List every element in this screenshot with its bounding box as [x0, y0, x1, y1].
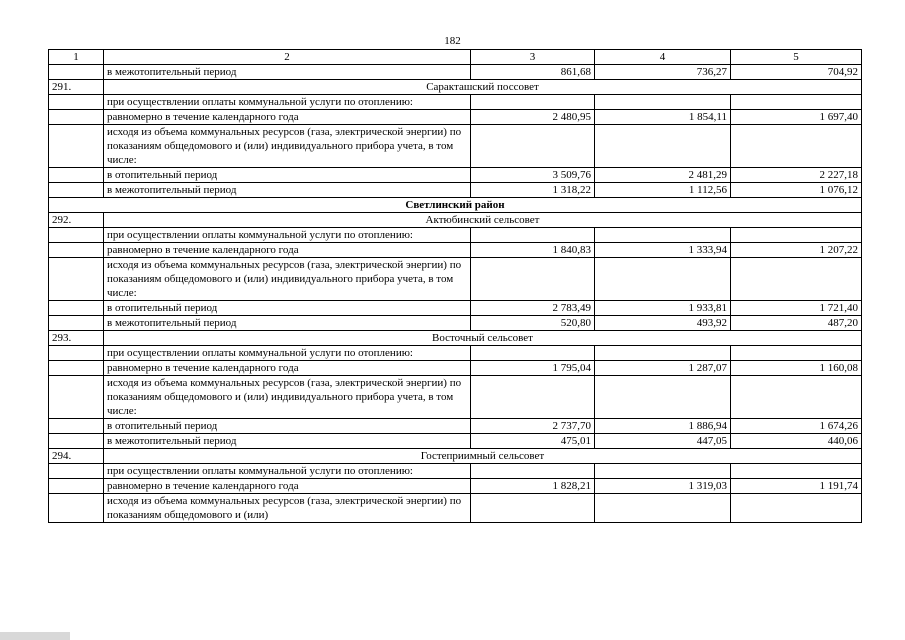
row-number [49, 301, 104, 316]
table-row [49, 183, 862, 198]
row-number [49, 110, 104, 125]
group-title: Саракташский поссовет [104, 80, 862, 95]
text-row [49, 346, 862, 361]
group-title: Восточный сельсовет [104, 331, 862, 346]
row-label: при осуществлении оплаты коммунальной услуги по отоплению: [104, 346, 471, 361]
table-row [49, 479, 862, 494]
table-row [49, 361, 862, 376]
scan-margin-mark [0, 632, 70, 640]
row-label: в межотопительный период [104, 183, 471, 198]
value-col5: 440,06 [731, 434, 862, 449]
row-label: в отопительный период [104, 301, 471, 316]
table-row [49, 301, 862, 316]
value-col5 [731, 376, 862, 419]
row-number [49, 95, 104, 110]
value-col3 [471, 125, 595, 168]
value-col3 [471, 258, 595, 301]
value-col5 [731, 494, 862, 523]
row-label: при осуществлении оплаты коммунальной услуги по отоплению: [104, 95, 471, 110]
row-label: в межотопительный период [104, 434, 471, 449]
row-number: 292. [49, 213, 104, 228]
value-col3: 1 318,22 [471, 183, 595, 198]
section-title: Светлинский район [49, 198, 862, 213]
value-col5: 1 697,40 [731, 110, 862, 125]
value-col5: 2 227,18 [731, 168, 862, 183]
value-col4: 1 854,11 [595, 110, 731, 125]
value-col5 [731, 258, 862, 301]
row-label: при осуществлении оплаты коммунальной услуги по отоплению: [104, 464, 471, 479]
value-col4 [595, 494, 731, 523]
value-col3 [471, 376, 595, 419]
value-col3 [471, 464, 595, 479]
value-col3: 861,68 [471, 65, 595, 80]
group-row [49, 80, 862, 95]
text-row [49, 228, 862, 243]
value-col5 [731, 125, 862, 168]
value-col3: 520,80 [471, 316, 595, 331]
row-label: равномерно в течение календарного года [104, 110, 471, 125]
value-col3 [471, 494, 595, 523]
row-number [49, 183, 104, 198]
column-header-2: 2 [104, 50, 471, 65]
group-title: Гостеприимный сельсовет [104, 449, 862, 464]
text-row [49, 258, 862, 301]
value-col3: 1 840,83 [471, 243, 595, 258]
row-number [49, 346, 104, 361]
tariff-table [48, 49, 862, 523]
row-number [49, 316, 104, 331]
value-col3: 1 828,21 [471, 479, 595, 494]
row-number [49, 494, 104, 523]
text-row [49, 494, 862, 523]
row-number [49, 464, 104, 479]
value-col5: 1 160,08 [731, 361, 862, 376]
value-col4: 447,05 [595, 434, 731, 449]
section-row [49, 198, 862, 213]
value-col4: 1 886,94 [595, 419, 731, 434]
table-row [49, 243, 862, 258]
page-number: 182 [444, 35, 461, 47]
value-col3: 1 795,04 [471, 361, 595, 376]
column-header-4: 4 [595, 50, 731, 65]
row-number [49, 65, 104, 80]
value-col5: 1 207,22 [731, 243, 862, 258]
row-label: в отопительный период [104, 419, 471, 434]
row-number [49, 376, 104, 419]
row-label: равномерно в течение календарного года [104, 243, 471, 258]
row-label: исходя из объема коммунальных ресурсов (газа, электрической энергии) по показаниям общедомового и (или) [104, 494, 471, 523]
table-row [49, 316, 862, 331]
row-number [49, 243, 104, 258]
row-label: в межотопительный период [104, 65, 471, 80]
group-row [49, 449, 862, 464]
value-col3: 2 737,70 [471, 419, 595, 434]
value-col5: 704,92 [731, 65, 862, 80]
value-col4: 736,27 [595, 65, 731, 80]
row-number [49, 258, 104, 301]
value-col5 [731, 464, 862, 479]
value-col4 [595, 376, 731, 419]
value-col4: 1 333,94 [595, 243, 731, 258]
row-number: 294. [49, 449, 104, 464]
value-col3: 2 480,95 [471, 110, 595, 125]
row-label: в межотопительный период [104, 316, 471, 331]
group-row [49, 213, 862, 228]
row-number [49, 228, 104, 243]
table-row [49, 110, 862, 125]
column-header-1: 1 [49, 50, 104, 65]
row-number: 293. [49, 331, 104, 346]
row-number [49, 434, 104, 449]
value-col4: 1 319,03 [595, 479, 731, 494]
row-number [49, 361, 104, 376]
value-col3: 2 783,49 [471, 301, 595, 316]
column-header-5: 5 [731, 50, 862, 65]
row-number [49, 125, 104, 168]
table-row [49, 168, 862, 183]
row-number [49, 479, 104, 494]
row-label: равномерно в течение календарного года [104, 361, 471, 376]
text-row [49, 125, 862, 168]
value-col5 [731, 228, 862, 243]
table-row [49, 65, 862, 80]
value-col4 [595, 464, 731, 479]
value-col5: 1 674,26 [731, 419, 862, 434]
value-col5: 1 191,74 [731, 479, 862, 494]
value-col5: 1 721,40 [731, 301, 862, 316]
value-col4: 2 481,29 [595, 168, 731, 183]
value-col4 [595, 346, 731, 361]
row-label: исходя из объема коммунальных ресурсов (газа, электрической энергии) по показаниям общедомового и (или) индивидуального прибора учета, в том числе: [104, 258, 471, 301]
row-label: при осуществлении оплаты коммунальной услуги по отоплению: [104, 228, 471, 243]
value-col3 [471, 228, 595, 243]
row-label: в отопительный период [104, 168, 471, 183]
row-label: исходя из объема коммунальных ресурсов (газа, электрической энергии) по показаниям общедомового и (или) индивидуального прибора учета, в том числе: [104, 125, 471, 168]
value-col4: 1 933,81 [595, 301, 731, 316]
value-col4 [595, 258, 731, 301]
value-col3: 3 509,76 [471, 168, 595, 183]
value-col5 [731, 95, 862, 110]
value-col4 [595, 95, 731, 110]
value-col3 [471, 346, 595, 361]
table-row [49, 434, 862, 449]
value-col5: 1 076,12 [731, 183, 862, 198]
table-header-row [49, 50, 862, 65]
value-col5 [731, 346, 862, 361]
value-col5: 487,20 [731, 316, 862, 331]
table-row [49, 419, 862, 434]
value-col4: 1 112,56 [595, 183, 731, 198]
value-col4 [595, 228, 731, 243]
row-number: 291. [49, 80, 104, 95]
group-title: Актюбинский сельсовет [104, 213, 862, 228]
row-number [49, 419, 104, 434]
text-row [49, 95, 862, 110]
value-col3: 475,01 [471, 434, 595, 449]
column-header-3: 3 [471, 50, 595, 65]
row-label: исходя из объема коммунальных ресурсов (газа, электрической энергии) по показаниям общедомового и (или) индивидуального прибора учета, в том числе: [104, 376, 471, 419]
value-col4: 1 287,07 [595, 361, 731, 376]
value-col4: 493,92 [595, 316, 731, 331]
text-row [49, 376, 862, 419]
value-col3 [471, 95, 595, 110]
group-row [49, 331, 862, 346]
text-row [49, 464, 862, 479]
row-number [49, 168, 104, 183]
row-label: равномерно в течение календарного года [104, 479, 471, 494]
value-col4 [595, 125, 731, 168]
